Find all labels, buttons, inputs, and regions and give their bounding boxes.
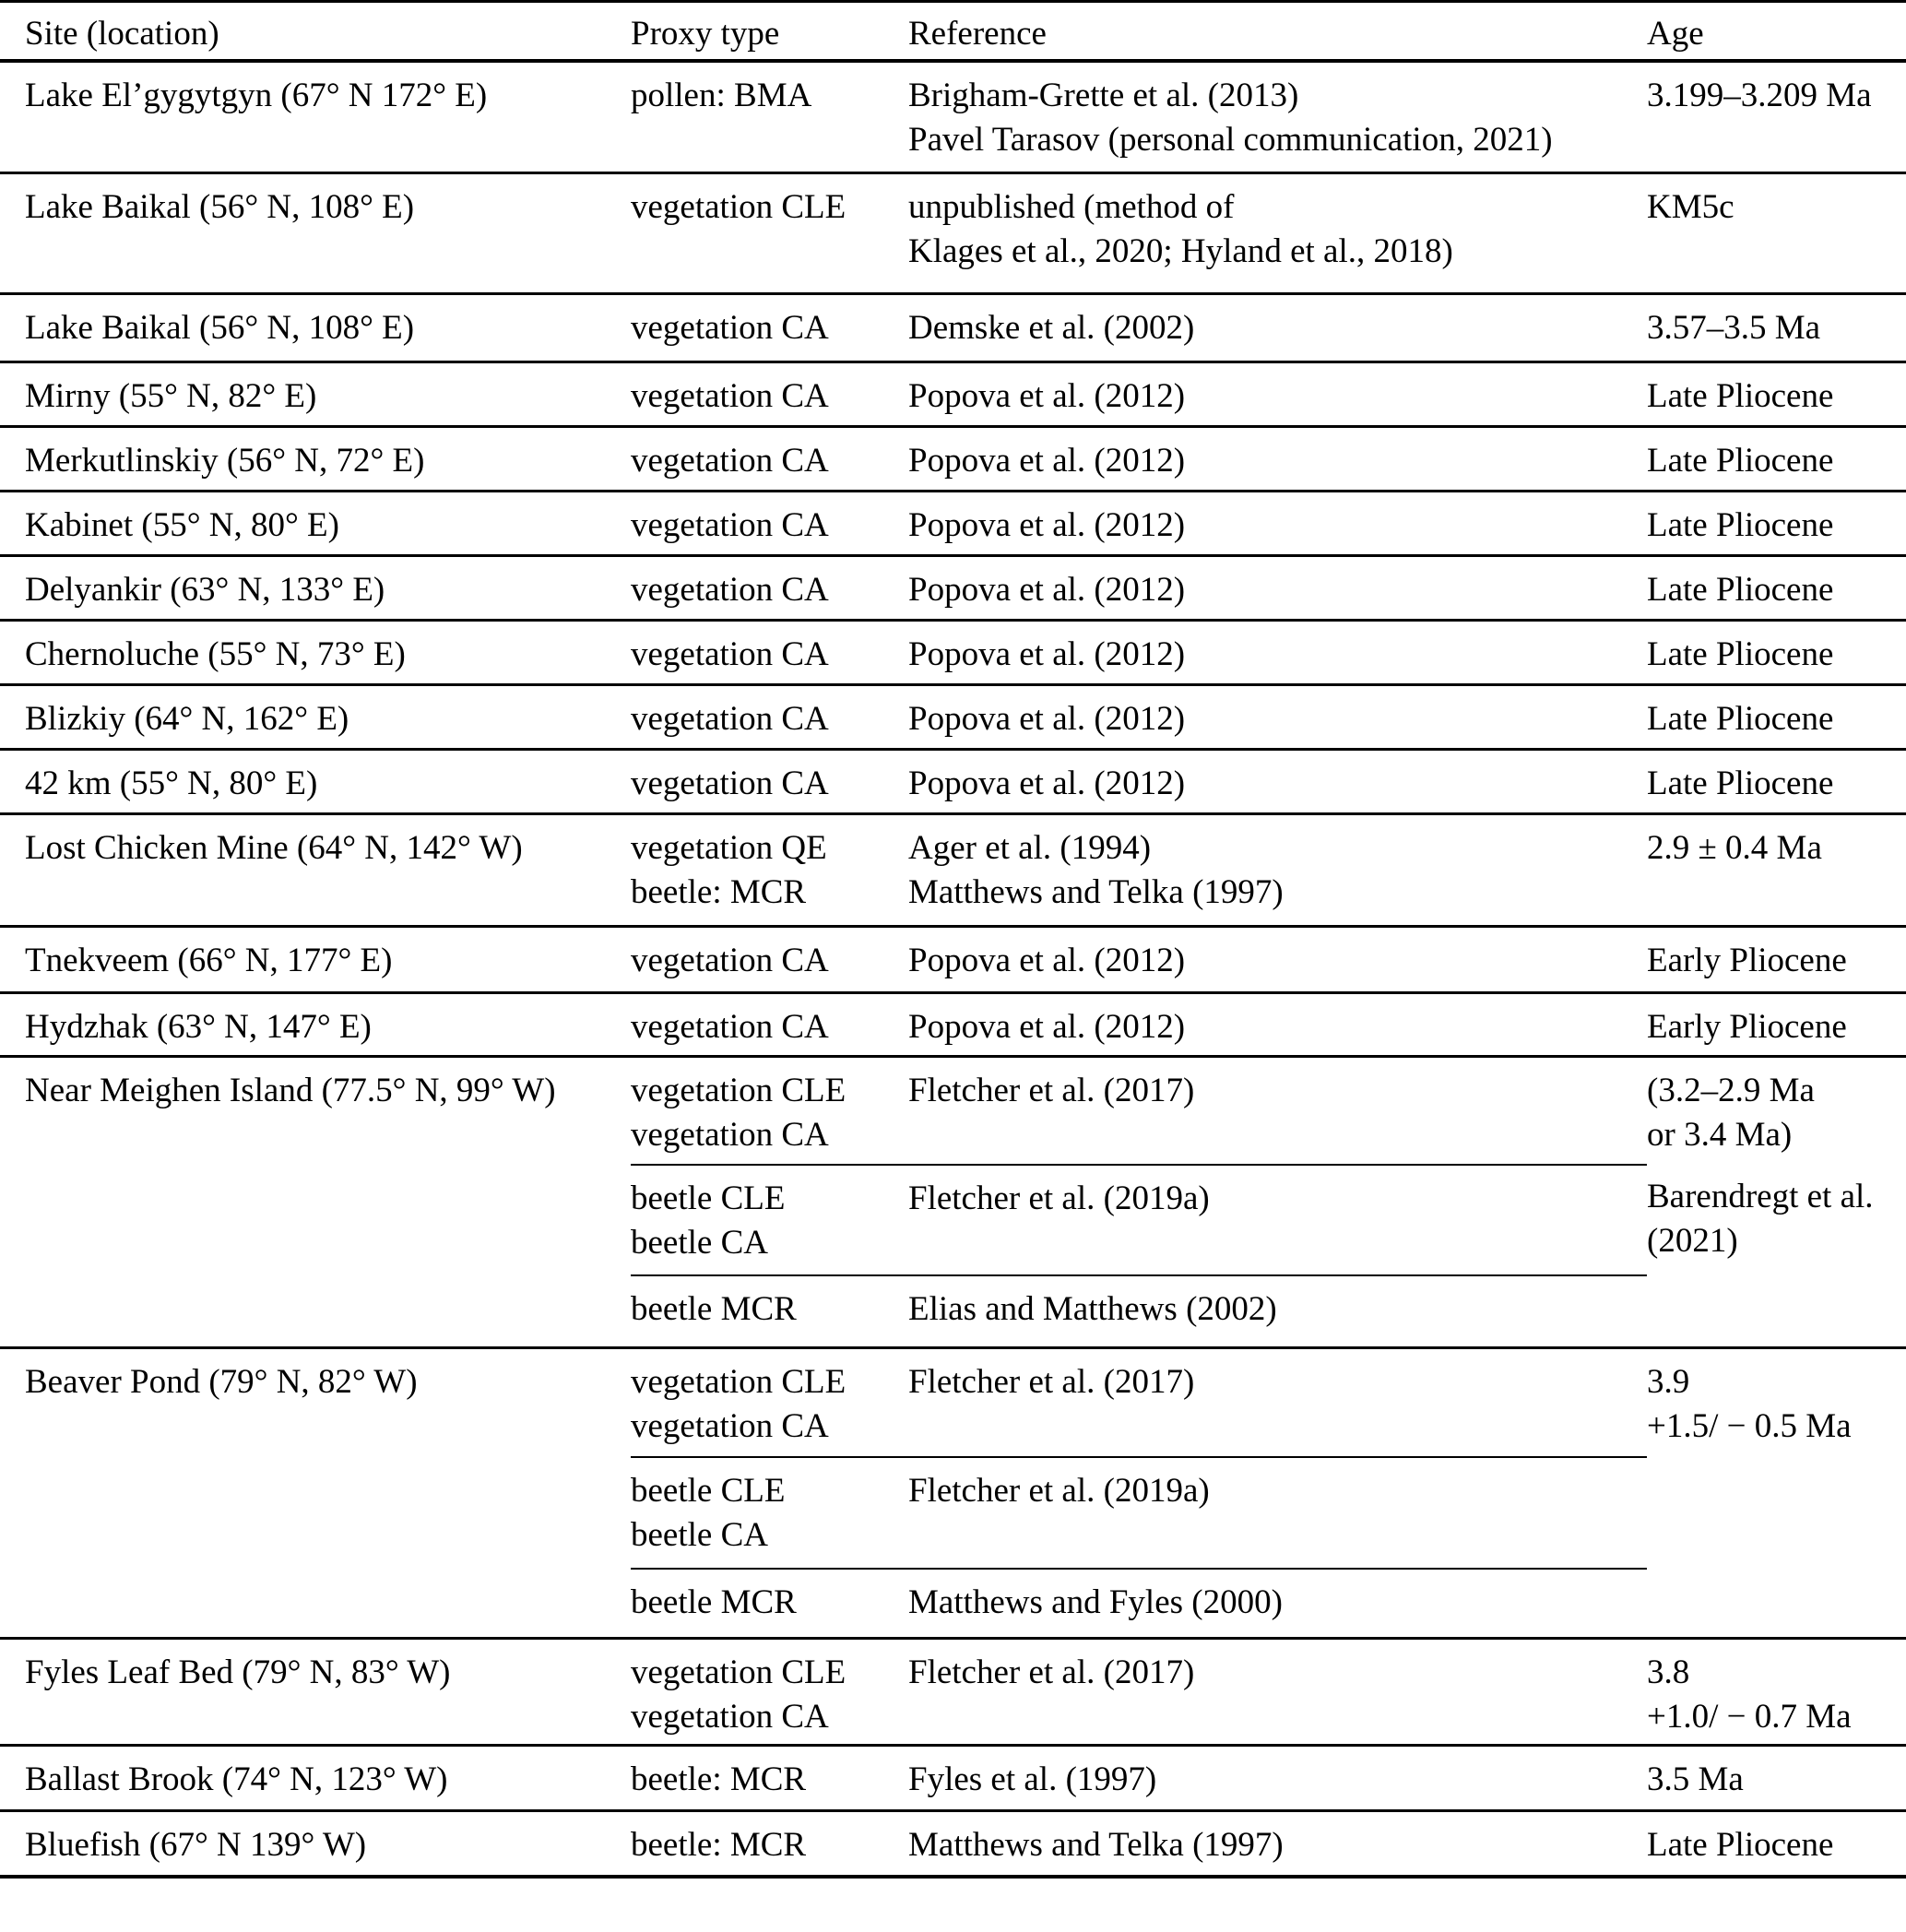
proxy-line: beetle: MCR xyxy=(631,1826,807,1864)
site-name: Blizkiy (64° N, 162° E) xyxy=(25,700,349,738)
site-name: Lost Chicken Mine (64° N, 142° W) xyxy=(25,829,523,867)
proxy-cell xyxy=(631,1640,908,1744)
age-column xyxy=(1647,1058,1906,1346)
table-row xyxy=(0,1812,1906,1879)
age-line: (2021) xyxy=(1647,1222,1738,1260)
proxy-line: vegetation CA xyxy=(631,1407,829,1445)
col-header-age-label: Age xyxy=(1647,15,1704,53)
reference-cell xyxy=(908,1276,1647,1346)
site-name: 42 km (55° N, 80° E) xyxy=(25,765,318,802)
table-row xyxy=(0,557,1906,622)
proxy-line: vegetation CA xyxy=(631,1008,829,1046)
proxy-cell xyxy=(631,1812,908,1875)
proxy-line: vegetation CLE xyxy=(631,188,846,226)
table-row xyxy=(0,994,1906,1058)
reference-cell xyxy=(908,557,1647,619)
proxy-line: beetle CA xyxy=(631,1224,768,1262)
site-name: Chernoluche (55° N, 73° E) xyxy=(25,635,406,673)
proxy-cell xyxy=(631,557,908,619)
reference-line: Popova et al. (2012) xyxy=(908,506,1186,544)
age-cell xyxy=(1647,1058,1906,1164)
age-line: 3.199–3.209 Ma xyxy=(1647,77,1872,114)
reference-line: Fletcher et al. (2019a) xyxy=(908,1179,1210,1217)
reference-line: Fletcher et al. (2017) xyxy=(908,1653,1195,1691)
proxy-cell xyxy=(631,1747,908,1809)
table-row xyxy=(0,815,1906,928)
reference-line: Popova et al. (2012) xyxy=(908,942,1186,979)
age-line: 3.9 xyxy=(1647,1363,1690,1401)
age-line: Barendregt et al. xyxy=(1647,1178,1874,1215)
reference-cell xyxy=(908,1747,1647,1809)
site-name: Hydzhak (63° N, 147° E) xyxy=(25,1008,372,1046)
proxy-line: vegetation CA xyxy=(631,765,829,802)
table-row xyxy=(0,751,1906,815)
site-cell xyxy=(0,557,631,619)
site-cell xyxy=(0,428,631,490)
reference-line: Popova et al. (2012) xyxy=(908,1008,1186,1046)
reference-cell xyxy=(908,928,1647,991)
age-cell xyxy=(1647,557,1906,619)
reference-cell xyxy=(908,1458,1647,1568)
reference-line: Popova et al. (2012) xyxy=(908,700,1186,738)
proxy-line: vegetation CA xyxy=(631,1698,829,1736)
age-line: Early Pliocene xyxy=(1647,1008,1847,1046)
proxy-cell xyxy=(631,492,908,554)
proxy-line: vegetation CA xyxy=(631,571,829,609)
site-cell xyxy=(0,815,631,925)
age-line: 3.5 Ma xyxy=(1647,1760,1744,1798)
reference-cell xyxy=(908,994,1647,1055)
site-name: Ballast Brook (74° N, 123° W) xyxy=(25,1760,448,1798)
proxy-line: beetle MCR xyxy=(631,1290,797,1328)
age-line: Early Pliocene xyxy=(1647,942,1847,979)
subrow xyxy=(631,1164,1647,1274)
site-name: Tnekveem (66° N, 177° E) xyxy=(25,942,393,979)
age-cell xyxy=(1647,686,1906,748)
site-cell xyxy=(0,1349,631,1637)
proxy-line: beetle CLE xyxy=(631,1179,786,1217)
age-line: Late Pliocene xyxy=(1647,442,1834,480)
proxy-cell xyxy=(631,63,908,172)
age-line: Late Pliocene xyxy=(1647,765,1834,802)
col-header-proxy xyxy=(631,12,908,59)
proxy-line: beetle CA xyxy=(631,1516,768,1554)
table-row-merged xyxy=(0,1058,1906,1349)
reference-line: Popova et al. (2012) xyxy=(908,377,1186,415)
table-row xyxy=(0,295,1906,363)
subrow xyxy=(631,1058,1647,1164)
subrow xyxy=(631,1349,1647,1456)
proxy-line: beetle: MCR xyxy=(631,1760,807,1798)
site-cell xyxy=(0,751,631,812)
reference-line: Popova et al. (2012) xyxy=(908,571,1186,609)
table-row xyxy=(0,1747,1906,1812)
site-cell xyxy=(0,492,631,554)
site-cell xyxy=(0,295,631,361)
proxy-line: beetle CLE xyxy=(631,1472,786,1510)
reference-line: Matthews and Fyles (2000) xyxy=(908,1583,1283,1621)
age-cell xyxy=(1647,1164,1906,1274)
site-name: Lake Baikal (56° N, 108° E) xyxy=(25,309,415,347)
reference-cell xyxy=(908,1812,1647,1875)
site-name: Lake El’gygytgyn (67° N 172° E) xyxy=(25,77,488,114)
age-line: 3.57–3.5 Ma xyxy=(1647,309,1821,347)
proxy-cell xyxy=(631,174,908,292)
proxy-reference-subrows xyxy=(631,1349,1647,1637)
reference-cell xyxy=(908,492,1647,554)
site-name: Lake Baikal (56° N, 108° E) xyxy=(25,188,415,226)
age-line: KM5c xyxy=(1647,188,1734,226)
table-row xyxy=(0,928,1906,994)
age-cell xyxy=(1647,1349,1906,1456)
site-cell xyxy=(0,686,631,748)
age-cell xyxy=(1647,1747,1906,1809)
age-cell xyxy=(1647,1812,1906,1875)
reference-cell xyxy=(908,63,1647,172)
reference-cell xyxy=(908,686,1647,748)
reference-line: Klages et al., 2020; Hyland et al., 2018) xyxy=(908,232,1453,270)
age-line: +1.5/ − 0.5 Ma xyxy=(1647,1407,1852,1445)
proxy-line: vegetation CLE xyxy=(631,1363,846,1401)
site-name: Fyles Leaf Bed (79° N, 83° W) xyxy=(25,1653,451,1691)
proxy-cell xyxy=(631,686,908,748)
reference-line: Popova et al. (2012) xyxy=(908,765,1186,802)
col-header-age xyxy=(1647,12,1906,59)
proxy-line: beetle: MCR xyxy=(631,873,807,911)
col-header-site xyxy=(0,12,631,59)
proxy-cell xyxy=(631,1349,908,1456)
reference-cell xyxy=(908,295,1647,361)
proxy-line: vegetation CA xyxy=(631,700,829,738)
reference-cell xyxy=(908,751,1647,812)
age-cell xyxy=(1647,363,1906,425)
age-cell xyxy=(1647,1640,1906,1744)
age-cell xyxy=(1647,928,1906,991)
site-name: Bluefish (67° N 139° W) xyxy=(25,1826,367,1864)
proxy-cell xyxy=(631,1276,908,1346)
col-header-reference-label: Reference xyxy=(908,15,1047,53)
proxy-line: vegetation CA xyxy=(631,506,829,544)
age-line: 2.9 ± 0.4 Ma xyxy=(1647,829,1822,867)
site-cell xyxy=(0,1812,631,1875)
proxy-cell xyxy=(631,295,908,361)
proxy-line: vegetation CLE xyxy=(631,1653,846,1691)
age-column xyxy=(1647,1349,1906,1637)
age-line: +1.0/ − 0.7 Ma xyxy=(1647,1698,1852,1736)
header-row xyxy=(0,3,1906,63)
subrow xyxy=(631,1456,1647,1568)
age-cell xyxy=(1647,815,1906,925)
age-line: Late Pliocene xyxy=(1647,506,1834,544)
proxy-cell xyxy=(631,815,908,925)
site-cell xyxy=(0,1640,631,1744)
age-cell xyxy=(1647,492,1906,554)
reference-line: Pavel Tarasov (personal communication, 2021) xyxy=(908,121,1553,159)
site-cell xyxy=(0,622,631,683)
proxy-line: vegetation CA xyxy=(631,309,829,347)
site-cell xyxy=(0,63,631,172)
col-header-proxy-label: Proxy type xyxy=(631,15,780,53)
reference-cell xyxy=(908,815,1647,925)
reference-line: unpublished (method of xyxy=(908,188,1235,226)
age-cell xyxy=(1647,428,1906,490)
proxy-cell xyxy=(631,622,908,683)
reference-cell xyxy=(908,622,1647,683)
site-cell xyxy=(0,174,631,292)
age-cell xyxy=(1647,63,1906,172)
proxy-cell xyxy=(631,363,908,425)
table-row xyxy=(0,363,1906,428)
table-row xyxy=(0,622,1906,686)
site-name: Delyankir (63° N, 133° E) xyxy=(25,571,385,609)
table-row xyxy=(0,63,1906,174)
age-line: Late Pliocene xyxy=(1647,700,1834,738)
table-row xyxy=(0,174,1906,295)
age-line: (3.2–2.9 Ma xyxy=(1647,1072,1815,1109)
proxy-line: vegetation QE xyxy=(631,829,827,867)
proxy-cell xyxy=(631,928,908,991)
reference-line: Matthews and Telka (1997) xyxy=(908,1826,1284,1864)
proxy-cell xyxy=(631,1570,908,1637)
col-header-site-label: Site (location) xyxy=(25,15,219,53)
reference-cell xyxy=(908,428,1647,490)
site-cell xyxy=(0,994,631,1055)
reference-line: Matthews and Telka (1997) xyxy=(908,873,1284,911)
age-line: 3.8 xyxy=(1647,1653,1690,1691)
proxy-line: vegetation CA xyxy=(631,635,829,673)
proxy-cell xyxy=(631,1166,908,1274)
proxy-cell xyxy=(631,1458,908,1568)
site-cell xyxy=(0,928,631,991)
age-line: Late Pliocene xyxy=(1647,1826,1834,1864)
table-row xyxy=(0,492,1906,557)
proxy-cell xyxy=(631,994,908,1055)
age-cell xyxy=(1647,994,1906,1055)
reference-cell xyxy=(908,1058,1647,1164)
reference-cell xyxy=(908,1640,1647,1744)
reference-cell xyxy=(908,174,1647,292)
proxy-line: pollen: BMA xyxy=(631,77,812,114)
proxy-line: beetle MCR xyxy=(631,1583,797,1621)
age-cell xyxy=(1647,1568,1906,1637)
reference-line: Fyles et al. (1997) xyxy=(908,1760,1157,1798)
age-line: Late Pliocene xyxy=(1647,571,1834,609)
age-line: or 3.4 Ma) xyxy=(1647,1116,1793,1154)
reference-cell xyxy=(908,1349,1647,1456)
table-row xyxy=(0,1640,1906,1747)
age-cell xyxy=(1647,1274,1906,1346)
reference-line: Fletcher et al. (2017) xyxy=(908,1072,1195,1109)
reference-cell xyxy=(908,1570,1647,1637)
reference-cell xyxy=(908,1166,1647,1274)
site-name: Merkutlinskiy (56° N, 72° E) xyxy=(25,442,425,480)
proxy-reference-subrows xyxy=(631,1058,1647,1346)
proxy-cell xyxy=(631,428,908,490)
subrow xyxy=(631,1274,1647,1346)
reference-line: Ager et al. (1994) xyxy=(908,829,1152,867)
site-name: Beaver Pond (79° N, 82° W) xyxy=(25,1363,418,1401)
reference-line: Popova et al. (2012) xyxy=(908,442,1186,480)
reference-line: Demske et al. (2002) xyxy=(908,309,1195,347)
site-cell xyxy=(0,1058,631,1346)
proxy-cell xyxy=(631,751,908,812)
reference-line: Brigham-Grette et al. (2013) xyxy=(908,77,1299,114)
proxy-line: vegetation CA xyxy=(631,377,829,415)
age-cell xyxy=(1647,622,1906,683)
reference-line: Elias and Matthews (2002) xyxy=(908,1290,1277,1328)
reference-line: Popova et al. (2012) xyxy=(908,635,1186,673)
col-header-reference xyxy=(908,12,1647,59)
table-row xyxy=(0,428,1906,492)
reference-line: Fletcher et al. (2019a) xyxy=(908,1472,1210,1510)
proxy-line: vegetation CLE xyxy=(631,1072,846,1109)
site-cell xyxy=(0,1747,631,1809)
proxy-cell xyxy=(631,1058,908,1164)
site-cell xyxy=(0,363,631,425)
proxy-line: vegetation CA xyxy=(631,442,829,480)
age-line: Late Pliocene xyxy=(1647,635,1834,673)
table-row-merged xyxy=(0,1349,1906,1640)
subrow xyxy=(631,1568,1647,1637)
age-line: Late Pliocene xyxy=(1647,377,1834,415)
site-name: Mirny (55° N, 82° E) xyxy=(25,377,317,415)
age-cell xyxy=(1647,751,1906,812)
age-cell xyxy=(1647,1456,1906,1568)
age-cell xyxy=(1647,295,1906,361)
site-name: Kabinet (55° N, 80° E) xyxy=(25,506,339,544)
proxy-line: vegetation CA xyxy=(631,942,829,979)
reference-line: Fletcher et al. (2017) xyxy=(908,1363,1195,1401)
site-name: Near Meighen Island (77.5° N, 99° W) xyxy=(25,1072,556,1109)
proxy-line: vegetation CA xyxy=(631,1116,829,1154)
table-row xyxy=(0,686,1906,751)
reference-cell xyxy=(908,363,1647,425)
age-cell xyxy=(1647,174,1906,292)
